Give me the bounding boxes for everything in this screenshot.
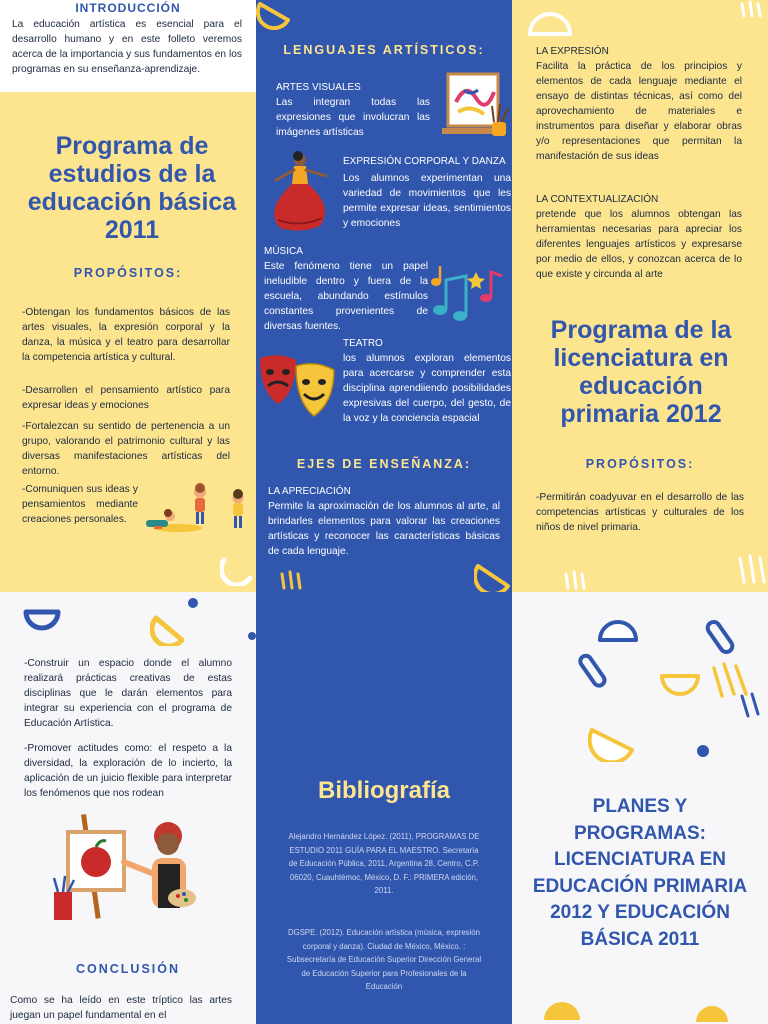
visual-arts-text: Las integran todas las expresiones que involucran las imágenes artísticas <box>276 97 430 138</box>
bibliography-ref: DGSPE. (2012). Educación artística (música, expresión corporal y danza). Ciudad de México, México. : Subsecretaría de Educación Superior Dirección General de Educación Superior para Profesionales de la Educación <box>286 928 482 991</box>
dot-icon <box>246 630 256 642</box>
dance-title: EXPRESIÓN CORPORAL Y DANZA <box>343 156 506 167</box>
theater-masks-icon <box>256 352 342 426</box>
dancer-icon <box>264 150 336 234</box>
squiggle-icon <box>738 692 768 722</box>
theater-title: TEATRO <box>343 338 383 349</box>
pill-icon <box>578 652 608 692</box>
bibliography-ref: Alejandro Hernández López. (2011). PROGRAMAS DE ESTUDIO 2011 GUÍA PARA EL MAESTRO. Secretaría de Educación Pública, 2011, Argentina 28, Centro, C.P. 06020, Cuauhtémoc, México, D. F.: PRIMERA edición, 2011. <box>288 832 480 895</box>
panel-continuation <box>0 592 256 1024</box>
half-circle-icon <box>540 994 584 1024</box>
easel-icon <box>440 72 510 142</box>
conclusion-text: Como se ha leído en este tríptico las artes juegan un papel fundamental en el <box>10 995 232 1021</box>
half-circle-icon <box>150 612 190 646</box>
kids-icon <box>140 480 252 540</box>
panel-intro <box>0 0 256 592</box>
music-text: Este fenómeno tiene un papel ineludible dentro y fuera de la escuela, abundando estímulos constantes provenientes de diversas fuentes. <box>264 261 428 332</box>
theater-text: los alumnos exploran elementos para acercarse y comprender esta disciplina aprendiiendo posibilidades expresivas del cuerpo, del gesto, de la voz y la conciencia espacial <box>343 353 511 424</box>
half-circle-icon <box>588 726 636 762</box>
context-title: LA CONTEXTUALIZACIÓN <box>536 194 659 205</box>
panel-cover <box>512 592 768 1024</box>
visual-arts-title: ARTES VISUALES <box>276 82 361 93</box>
appreciation-text: Permite la aproximación de los alumnos al arte, al brindarles elementos para valorar las creaciones artísticas y reconocer las características básicas de cada lenguaje. <box>268 501 500 557</box>
squiggle-icon <box>738 0 768 22</box>
conclusion-title: CONCLUSIÓN <box>75 962 181 976</box>
panel-program-2012 <box>512 0 768 592</box>
purpose-item: -Comuniquen sus ideas y pensamientos mediante creaciones personales. <box>22 484 138 525</box>
music-title: MÚSICA <box>264 246 303 257</box>
appreciation-title: LA APRECIACIÓN <box>268 486 351 497</box>
expression-title: LA EXPRESIÓN <box>536 46 609 57</box>
dot-icon <box>186 596 200 610</box>
purpose-item: -Promover actitudes como: el respeto a la diversidad, la exploración de lo incierto, la aplicación de un juicio flexible para interpretar los fenómenos que nos rodean <box>24 743 232 799</box>
intro-text: La educación artística es esencial para el desarrollo humano y en este folleto veremos acerca de la importancia y sus fundamentos en los programas en su enseñanza-aprendizaje. <box>12 19 242 75</box>
painter-icon <box>50 814 200 924</box>
purpose-item: -Obtengan los fundamentos básicos de las artes visuales, la expresión corporal y la danza, la música y el teatro para desarrollar la competencia artística y cultural. <box>22 307 230 363</box>
purpose-item: -Permitirán coadyuvar en el desarrollo de las competencias artísticas y culturales de los niños de nivel primaria. <box>536 492 744 533</box>
purpose-item: -Fortalezcan su sentido de pertenencia a un grupo, valorando el patrimonio cultural y las diversas manifestaciones artísticas del entorno. <box>22 421 230 477</box>
dance-text: Los alumnos experimentan una variedad de movimientos que les permite expresar ideas, sentimientos y emociones <box>343 173 511 229</box>
squiggle-icon <box>734 552 768 588</box>
languages-title: LENGUAJES ARTÍSTICOS: <box>283 43 485 57</box>
music-notes-icon <box>428 262 510 324</box>
purposes-title: PROPÓSITOS: <box>73 266 183 280</box>
axes-title: EJES DE ENSEÑANZA: <box>296 457 472 471</box>
intro-title: INTRODUCCIÓN <box>75 1 181 15</box>
pill-icon <box>704 618 738 658</box>
program-title-2012: Programa de la licenciatura en educación primaria 2012 <box>550 316 732 428</box>
half-circle-icon <box>596 610 640 646</box>
context-text: pretende que los alumnos obtengan las herramientas necesarias para apreciar los diferentes lenguajes artísticos y expresarse por medio de ellos, y conozcan acerca de lo que existe y circunda al arte <box>536 209 742 280</box>
squiggle-icon <box>562 568 592 592</box>
half-circle-icon <box>22 606 62 636</box>
panel-bibliography <box>256 592 512 1024</box>
expression-text: Facilita la práctica de los principios y elementos de cada lenguaje mediante el ensayo de distintas técnicas, así como del aprovechamiento de materiales e instrumentos para diseñar y elaborar obras y/o representaciones que permitan la manifestación de sus ideas <box>536 61 742 162</box>
half-circle-icon <box>220 556 256 586</box>
half-circle-icon <box>256 0 296 30</box>
bibliography-title: Bibliografía <box>317 777 450 804</box>
cover-title: PLANES Y PROGRAMAS: LICENCIATURA EN EDUCACIÓN PRIMARIA 2012 Y EDUCACIÓN BÁSICA 2011 <box>532 796 748 950</box>
panel-languages <box>256 0 512 592</box>
half-circle-icon <box>692 996 732 1024</box>
purposes-title: PROPÓSITOS: <box>585 457 695 471</box>
squiggle-icon <box>278 570 308 592</box>
purpose-item: -Construir un espacio donde el alumno realizará prácticas creativas de estas disciplinas que le darán elementos para integrar su experiencia con el programa de Educación Artística. <box>24 658 232 729</box>
dot-icon <box>696 744 710 758</box>
program-title-2011: Programa de estudios de la educación básica 2011 <box>27 132 237 244</box>
half-circle-icon <box>474 562 512 592</box>
half-circle-icon <box>658 672 702 708</box>
half-circle-icon <box>526 4 574 40</box>
purpose-item: -Desarrollen el pensamiento artístico para expresar ideas y emociones <box>22 385 230 411</box>
